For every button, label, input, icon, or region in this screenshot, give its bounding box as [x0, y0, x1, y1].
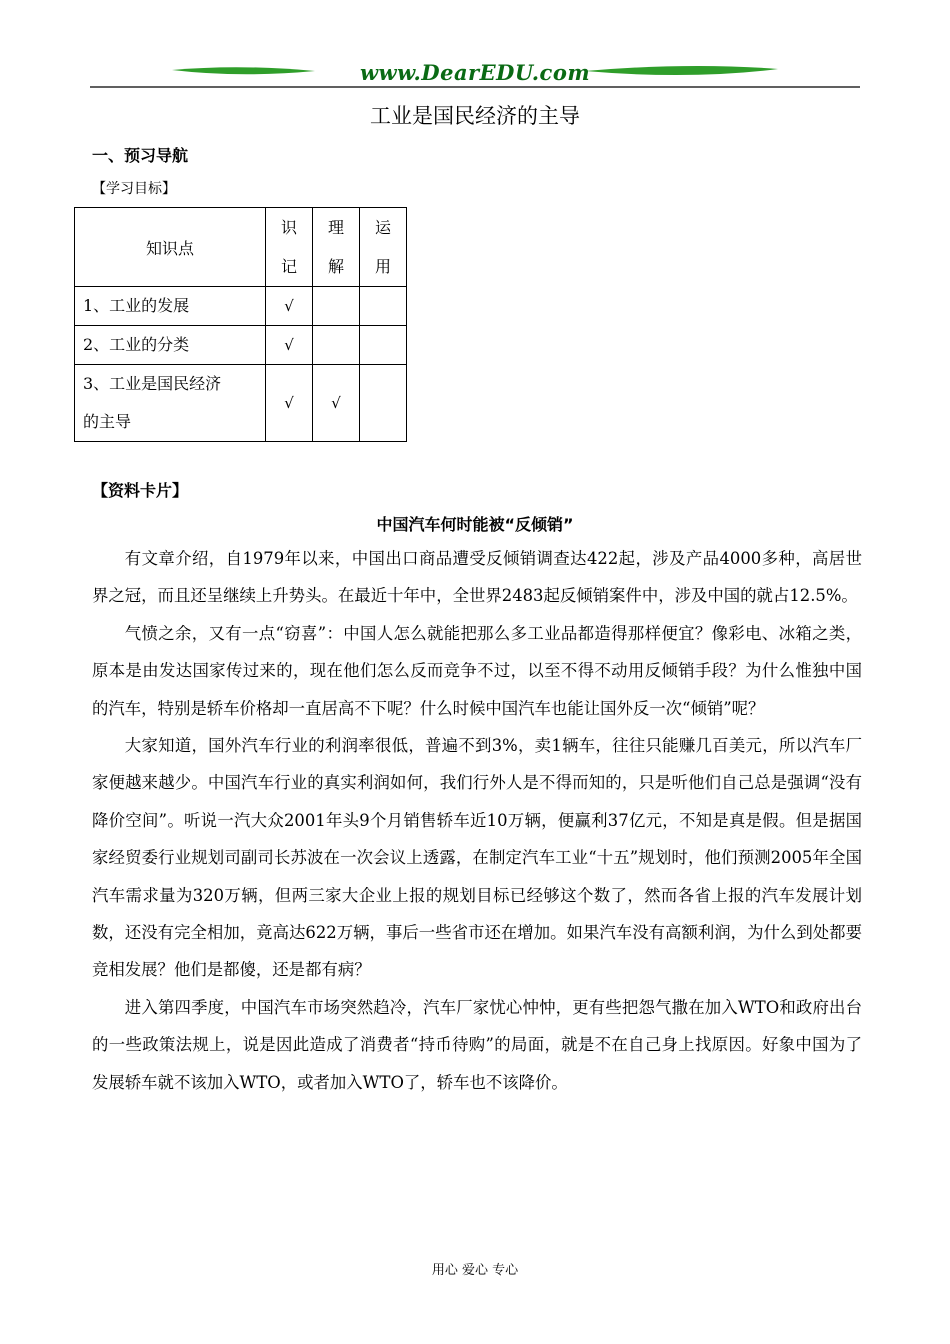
header-apply-char-2: 用: [374, 257, 391, 276]
row-understand-check: [313, 287, 360, 326]
row-recognize-check: √: [266, 287, 313, 326]
section-heading-preview: 一、预习导航: [92, 146, 189, 165]
row-item-line-2: 的主导: [83, 412, 132, 431]
header-apply-char-1: 运: [374, 218, 391, 237]
row-recognize-check: √: [266, 365, 313, 442]
header-understand-char-2: 解: [327, 257, 344, 276]
row-item-line-1: 3、工业是国民经济: [83, 374, 222, 393]
paragraph: 有文章介绍，自1979年以来，中国出口商品遭受反倾销调查达422起，涉及产品4000多种，高居世界之冠，而且还呈继续上升势头。在最近十年中，全世界2483起反倾销案件中，涉及中国的就占12.5%。: [92, 549, 862, 606]
site-logo-text[interactable]: www.DearEDU.com: [359, 60, 591, 85]
header-recognize-char-2: 记: [280, 257, 297, 276]
row-apply-check: [360, 287, 407, 326]
table-row: [75, 326, 407, 365]
article-body: [92, 540, 862, 1101]
row-recognize-check: √: [266, 326, 313, 365]
row-item: 2、工业的分类: [75, 326, 266, 365]
header-understand-char-1: 理: [327, 218, 344, 237]
table-row: [75, 287, 407, 326]
page-title: 工业是国民经济的主导: [370, 104, 580, 128]
paragraph: 气愤之余，又有一点“窃喜”：中国人怎么就能把那么多工业品都造得那样便宜？像彩电、冰箱之类，原本是由发达国家传过来的，现在他们怎么反而竞争不过，以至不得不动用反倾销手段？为什么惟独中国的汽车，特别是轿车价格却一直居高不下呢？什么时候中国汽车也能让国外反一次“倾销”呢？: [92, 623, 862, 718]
table-header-row: [75, 208, 407, 287]
row-apply-check: [360, 326, 407, 365]
row-understand-check: [313, 326, 360, 365]
row-item: [75, 365, 266, 442]
row-understand-check: √: [313, 365, 360, 442]
table-row: [75, 365, 407, 442]
header-recognize: [266, 208, 313, 287]
header-understand: [313, 208, 360, 287]
learning-goals-table: [74, 207, 407, 442]
info-card-heading: 【资料卡片】: [92, 481, 189, 500]
site-banner: [90, 58, 860, 90]
row-apply-check: [360, 365, 407, 442]
row-item: 1、工业的发展: [75, 287, 266, 326]
article-title: 中国汽车何时能被“反倾销”: [376, 515, 574, 534]
header-apply: [360, 208, 407, 287]
header-knowledge-point: 知识点: [75, 208, 266, 287]
header-recognize-char-1: 识: [280, 218, 297, 237]
paragraph: 进入第四季度，中国汽车市场突然趋冷，汽车厂家忧心忡忡，更有些把怨气撒在加入WTO和政府出台的一些政策法规上，说是因此造成了消费者“持币待购”的局面，就是不在自己身上找原因。好象中国为了发展轿车就不该加入WTO，或者加入WTO了，轿车也不该降价。: [92, 997, 862, 1092]
paragraph: 大家知道，国外汽车行业的利润率很低，普遍不到3%，卖1辆车，往往只能赚几百美元，所以汽车厂家便越来越少。中国汽车行业的真实利润如何，我们行外人是不得而知的，只是听他们自己总是强调“没有降价空间”。听说一汽大众2001年头9个月销售轿车近10万辆，便赢利37亿元，不知是真是假。但是据国家经贸委行业规划司副司长苏波在一次会议上透露，在制定汽车工业“十五”规划时，他们预测2005年全国汽车需求量为320万辆，但两三家大企业上报的规划目标已经够这个数了，然而各省上报的汽车发展计划数，还没有完全相加，竟高达622万辆，事后一些省市还在增加。如果汽车没有高额利润，为什么到处都要竞相发展？他们是都傻，还是都有病？: [92, 736, 862, 980]
page-footer: 用心 爱心 专心: [431, 1263, 519, 1278]
goals-label: 【学习目标】: [92, 181, 176, 197]
